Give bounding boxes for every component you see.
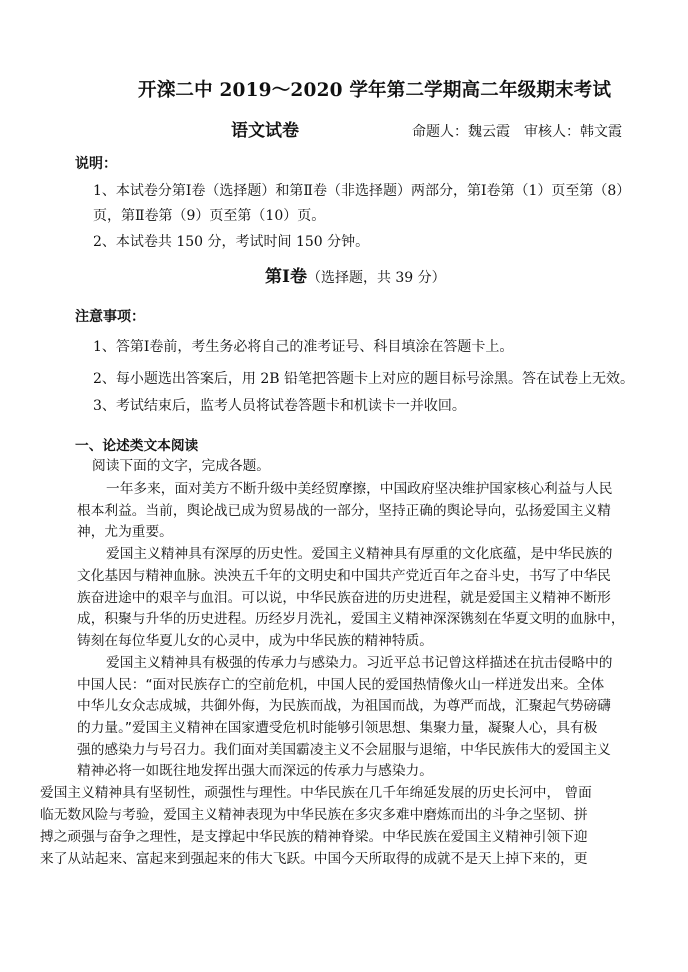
notes-heading: 注意事项： xyxy=(75,309,145,325)
exam-title: 开滦二中 2019～2020 学年第二学期高二年级期末考试 xyxy=(138,80,612,101)
subject-title: 语文试卷 xyxy=(231,121,299,141)
instruction-line: 2、本试卷共 150 分，考试时间 150 分钟。 xyxy=(93,234,370,250)
passage-line: 精神必将一如既往地发挥出强大而深远的传承力与感染力。 xyxy=(77,763,433,779)
passage-line: 爱国主义精神具有坚韧性，顽强性与理性。中华民族在几千年绵延发展的历史长河中， 曾面 xyxy=(40,785,592,801)
note-line: 2、每小题选出答案后，用 2B 铅笔把答题卡上对应的题目标号涂黑。答在试卷上无效。 xyxy=(93,371,635,387)
passage-line: 中国人民：“面对民族存亡的空前危机，中国人民的爱国热情像火山一样迸发出来。全体 xyxy=(77,677,605,693)
note-line: 1、答第Ⅰ卷前，考生务必将自己的准考证号、科目填涂在答题卡上。 xyxy=(93,339,514,355)
passage-line: 强的感染力与号召力。我们面对美国霸凌主义不会屈服与退缩，中华民族伟大的爱国主义 xyxy=(77,742,611,758)
passage-line: 来了从站起来、富起来到强起来的伟大飞跃。中国今天所取得的成就不是天上掉下来的，更 xyxy=(40,851,588,867)
passage-line: 中华儿女众志成城，共御外侮，为民族而战，为祖国而战，为尊严而战，汇聚起气势磅礴 xyxy=(77,698,611,714)
instruction-line: 1、本试卷分第Ⅰ卷（选择题）和第Ⅱ卷（非选择题）两部分，第Ⅰ卷第（1）页至第（8） xyxy=(93,183,631,199)
passage-line: 神，尤为重要。 xyxy=(77,524,173,540)
passage-line: 临无数风险与考验，爱国主义精神表现为中华民族在多灾多难中磨炼而出的斗争之坚韧、拼 xyxy=(40,807,588,823)
passage-line: 文化基因与精神血脉。泱泱五千年的文明史和中国共产党近百年之奋斗史，书写了中华民 xyxy=(77,568,611,584)
part1-title: 第Ⅰ卷 xyxy=(265,267,307,287)
note-line: 3、考试结束后，监考人员将试卷答题卡和机读卡一并收回。 xyxy=(93,398,466,414)
passage-line: 铸刻在每位华夏儿女的心灵中，成为中华民族的精神特质。 xyxy=(77,633,433,649)
passage-line: 爱国主义精神具有极强的传承力与感染力。习近平总书记曾这样描述在抗击侵略中的 xyxy=(106,655,613,671)
passage-line: 根本利益。当前，舆论战已成为贸易战的一部分，坚持正确的舆论导向，弘扬爱国主义精 xyxy=(77,503,611,519)
section1-heading: 一、论述类文本阅读 xyxy=(75,438,199,454)
authors-line: 命题人：魏云霞 审核人：韩文霞 xyxy=(412,124,622,140)
section1-prompt: 阅读下面的文字，完成各题。 xyxy=(92,458,270,474)
passage-line: 爱国主义精神具有深厚的历史性。爱国主义精神具有厚重的文化底蕴，是中华民族的 xyxy=(106,546,613,562)
passage-line: 族奋进途中的艰辛与血泪。可以说，中华民族奋进的历史进程，就是爱国主义精神不断形 xyxy=(77,590,611,606)
instructions-heading: 说明： xyxy=(75,156,117,172)
passage-line: 成，积聚与升华的历史进程。历经岁月洗礼，爱国主义精神深深镌刻在华夏文明的血脉中， xyxy=(77,611,625,627)
part1-heading xyxy=(265,266,446,289)
passage-line: 一年多来，面对美方不断升级中美经贸摩擦，中国政府坚决维护国家核心利益与人民 xyxy=(106,481,613,497)
passage-line: 搏之顽强与奋争之理性，是支撑起中华民族的精神脊梁。中华民族在爱国主义精神引领下迎 xyxy=(40,829,588,845)
instruction-line: 页，第Ⅱ卷第（9）页至第（10）页。 xyxy=(93,208,326,224)
passage-line: 的力量。”爱国主义精神在国家遭受危机时能够引领思想、集聚力量，凝聚人心，具有极 xyxy=(77,720,598,736)
part1-note: （选择题，共 39 分） xyxy=(306,270,446,286)
